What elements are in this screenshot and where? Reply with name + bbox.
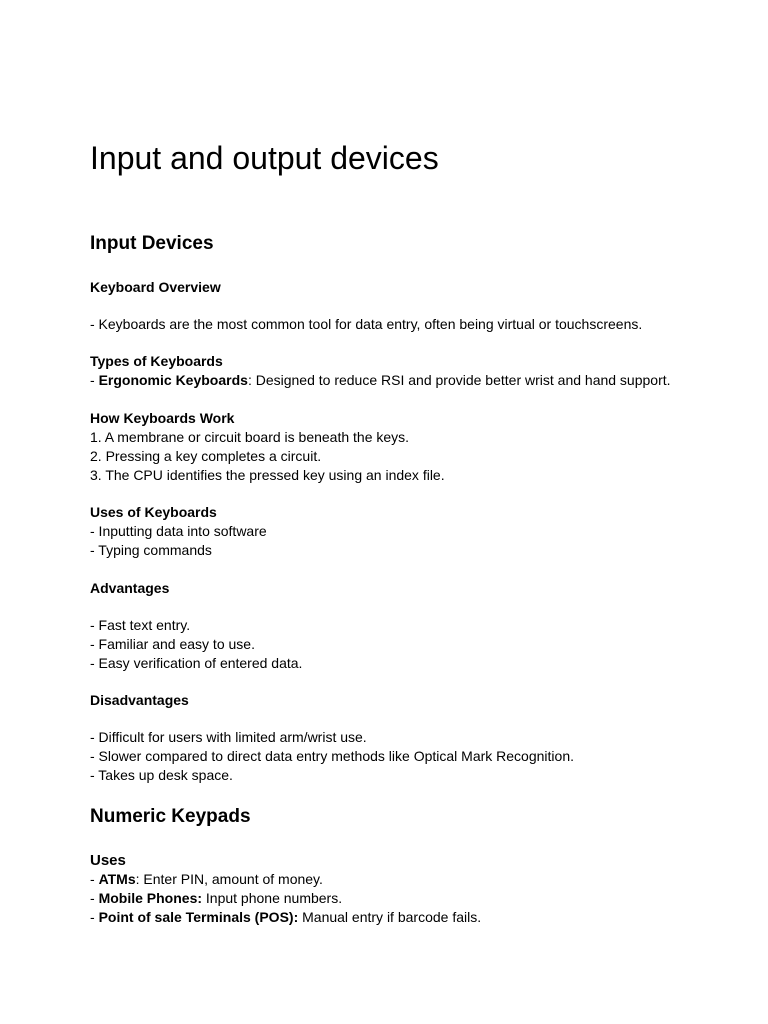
- disadvantages-item: - Slower compared to direct data entry methods like Optical Mark Recognition.: [90, 748, 574, 764]
- subheading-advantages: Advantages: [90, 580, 170, 596]
- subheading-uses-of-keyboards: Uses of Keyboards: [90, 504, 217, 520]
- advantages-item: - Familiar and easy to use.: [90, 636, 255, 652]
- types-item-term: Ergonomic Keyboards: [98, 372, 248, 388]
- subheading-types-of-keyboards: Types of Keyboards: [90, 353, 223, 369]
- subheading-uses: Uses: [90, 852, 126, 869]
- keypad-use-item: [90, 870, 323, 889]
- how-work-step: 1. A membrane or circuit board is beneath the keys.: [90, 429, 410, 445]
- keypad-use-desc: Input phone numbers.: [202, 890, 343, 906]
- disadvantages-item: - Difficult for users with limited arm/wrist use.: [90, 729, 367, 745]
- keyboard-overview-text: - Keyboards are the most common tool for data entry, often being virtual or touchscreens.: [90, 316, 643, 332]
- uses-item: - Inputting data into software: [90, 523, 267, 539]
- types-item-prefix: -: [90, 372, 99, 388]
- advantages-item: - Fast text entry.: [90, 617, 191, 633]
- keypad-use-desc: : Enter PIN, amount of money.: [135, 871, 323, 887]
- subheading-how-keyboards-work: How Keyboards Work: [90, 410, 235, 426]
- types-item-ergonomic: [90, 371, 671, 390]
- types-item-desc: : Designed to reduce RSI and provide better wrist and hand support.: [247, 372, 671, 388]
- keypad-use-item: [90, 889, 342, 908]
- how-work-step: 2. Pressing a key completes a circuit.: [90, 448, 322, 464]
- keypad-use-prefix: -: [90, 890, 99, 906]
- document-title: Input and output devices: [90, 140, 439, 176]
- section-heading-input-devices: Input Devices: [90, 233, 214, 254]
- section-heading-numeric-keypads: Numeric Keypads: [90, 806, 251, 827]
- keypad-use-prefix: -: [90, 871, 99, 887]
- keypad-use-prefix: -: [90, 909, 99, 925]
- subheading-disadvantages: Disadvantages: [90, 692, 189, 708]
- keypad-use-term: Mobile Phones:: [98, 890, 203, 906]
- how-work-step: 3. The CPU identifies the pressed key using an index file.: [90, 467, 445, 483]
- keypad-use-desc: Manual entry if barcode fails.: [298, 909, 482, 925]
- keypad-use-term: Point of sale Terminals (POS):: [98, 909, 299, 925]
- disadvantages-item: - Takes up desk space.: [90, 767, 233, 783]
- keypad-use-term: ATMs: [98, 871, 136, 887]
- advantages-item: - Easy verification of entered data.: [90, 655, 303, 671]
- uses-item: - Typing commands: [90, 542, 212, 558]
- keypad-use-item: [90, 908, 481, 927]
- subheading-keyboard-overview: Keyboard Overview: [90, 279, 221, 295]
